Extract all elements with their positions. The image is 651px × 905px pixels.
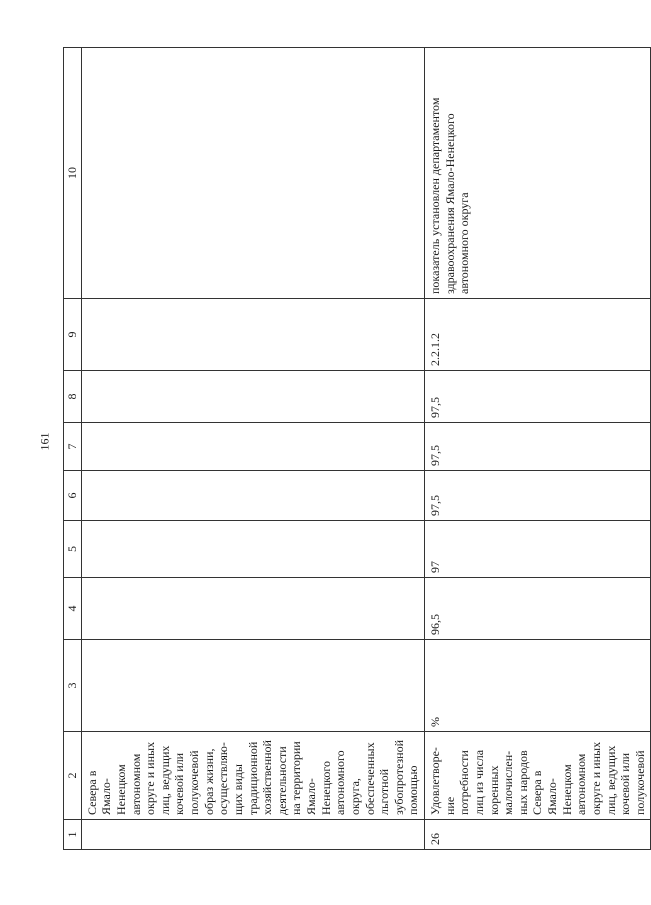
- cell-code: [81, 299, 424, 371]
- header-col-10: 10: [64, 48, 82, 299]
- cell-indicator-name: Севера в Ямало-Ненецком автономном округе и иных лиц, ведущих кочевой или полукочевой образ жизни, осуществляю-щих виды традиционной хозяйственной деятельности на территории Ямало-Ненецкого автономного округа, обеспеченных льготной зубопротезной помощью: [81, 732, 424, 820]
- header-col-7: 7: [64, 423, 82, 471]
- cell-value-5: 97: [425, 521, 651, 578]
- table-row-26: [425, 48, 651, 850]
- header-col-5: 5: [64, 521, 82, 578]
- cell-note: [81, 48, 424, 299]
- header-col-3: 3: [64, 640, 82, 732]
- header-col-9: 9: [64, 299, 82, 371]
- cell-value-7: [81, 423, 424, 471]
- header-col-6: 6: [64, 471, 82, 521]
- cell-value-8: 97,5: [425, 371, 651, 423]
- header-col-4: 4: [64, 578, 82, 640]
- cell-value-4: 96,5: [425, 578, 651, 640]
- cell-note: показатель установлен департаментом здравоохранения Ямало-Ненецкого автономного округа: [425, 48, 651, 299]
- table-row-continued: [81, 48, 424, 850]
- cell-unit: %: [425, 640, 651, 732]
- header-col-1: 1: [64, 820, 82, 850]
- cell-value-4: [81, 578, 424, 640]
- cell-num: 26: [425, 820, 651, 850]
- cell-unit: [81, 640, 424, 732]
- cell-value-5: [81, 521, 424, 578]
- cell-value-6: 97,5: [425, 471, 651, 521]
- header-col-8: 8: [64, 371, 82, 423]
- cell-code: 2.2.1.2: [425, 299, 651, 371]
- cell-indicator-name: Удовлетворе-ние потребности лиц из числа коренных малочислен-ных народов Севера в Ямало-Ненецком автономном округе и иных лиц, ведущих кочевой или полукочевой: [425, 732, 651, 820]
- cell-value-6: [81, 471, 424, 521]
- header-col-2: 2: [64, 732, 82, 820]
- indicators-table: [63, 47, 651, 850]
- cell-value-7: 97,5: [425, 423, 651, 471]
- rotated-table-page: [63, 48, 647, 850]
- header-row: [64, 48, 82, 850]
- page-number: 161: [37, 432, 52, 451]
- cell-num: [81, 820, 424, 850]
- cell-value-8: [81, 371, 424, 423]
